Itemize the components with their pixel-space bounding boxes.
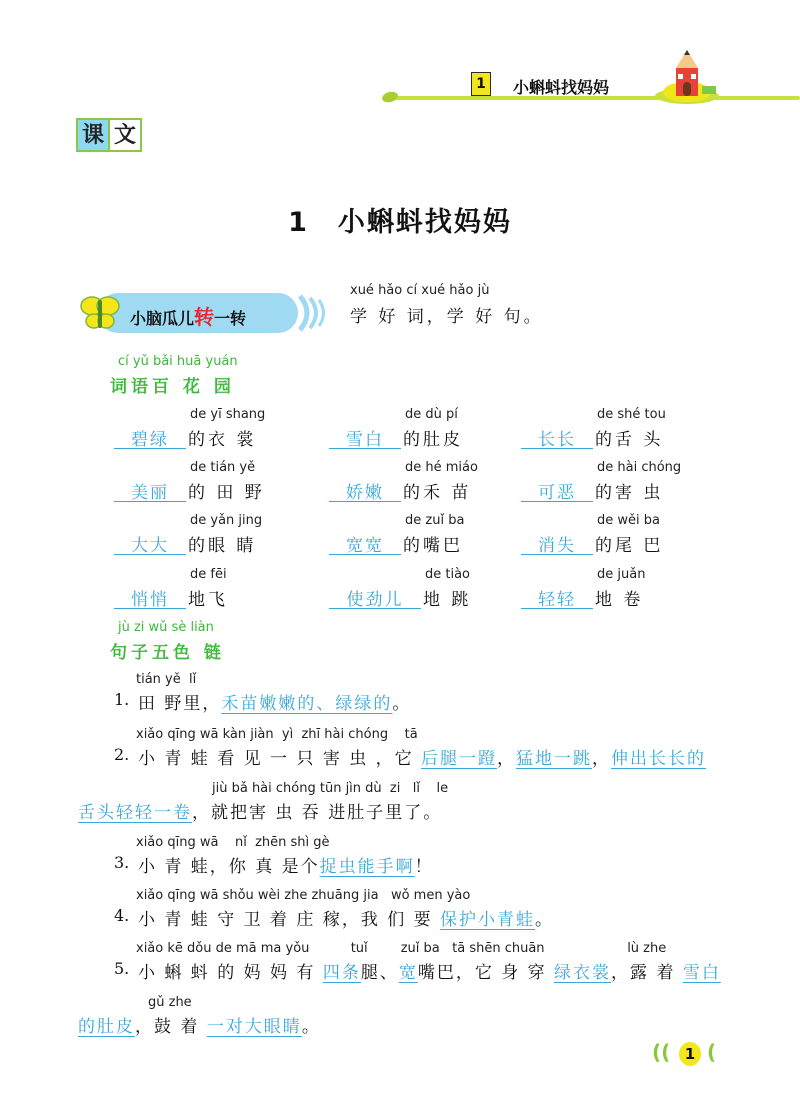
vocab-answer: 宽宽 (346, 536, 384, 556)
vocab-answer: 轻轻 (538, 590, 576, 610)
vocab-pinyin: de zuǐ ba (405, 513, 465, 528)
vocab-phrase: 的衣 裳 (188, 430, 257, 450)
sentence-text: ，就把害 虫 吞 进肚子里了。 (192, 803, 443, 823)
sentence-text: ！ (414, 857, 434, 877)
sentence-pinyin: gǔ zhe (148, 995, 192, 1010)
sentence-text: 嘴巴，它 身 穿 (417, 963, 555, 983)
sentence-text: 小 青 蛙 守 卫 着 庄 稼，我 们 要 (138, 910, 441, 930)
leaf-icon (381, 90, 399, 104)
sentence-number: 2. (114, 745, 130, 764)
sentence-answer: 伸出长长的 (611, 749, 707, 769)
banner-title: 小脑瓜儿转一转 (130, 305, 247, 329)
sentence-answer: 猛地一跳 (516, 749, 593, 769)
vocab-pinyin: de tiào (425, 567, 471, 582)
sentence-line (138, 744, 706, 769)
sentence-pinyin: xiǎo qīng wā shǒu wèi zhe zhuāng jia wǒ men yào (136, 888, 471, 903)
sentence-text: ， (497, 749, 517, 769)
vocab-pinyin: de dù pí (405, 407, 458, 422)
header-title: 小蝌蚪找妈妈 (513, 78, 610, 97)
vocab-phrase: 地 跳 (423, 590, 472, 610)
vocab-phrase: 地 卷 (595, 590, 644, 610)
sentence-pinyin: xiǎo kē dǒu de mā ma yǒu tuǐ zuǐ ba tā shēn chuān lù zhe (136, 941, 667, 956)
vocab-answer: 长长 (538, 430, 576, 450)
sentence-pinyin: jiù bǎ hài chóng tūn jìn dù zi lǐ le (212, 781, 449, 796)
sentence-pinyin: xiǎo qīng wā kàn jiàn yì zhī hài chóng tā (136, 727, 418, 742)
sentence-answer: 捉虫能手啊 (319, 857, 415, 877)
sentence-answer: 保护小青蛙 (440, 910, 536, 930)
sentence-answer: 绿衣裳 (554, 963, 612, 983)
vocab-pinyin: de tián yě (190, 460, 256, 475)
sentence-text: 小 青 蛙，你 真 是个 (138, 857, 320, 877)
vocab-heading: 词语百 花 园 (110, 377, 235, 397)
sentence-text: 。 (301, 1017, 321, 1037)
vocab-pinyin: de hé miáo (405, 460, 478, 475)
vocab-phrase: 的肚皮 (403, 430, 463, 450)
vocab-answer: 悄悄 (131, 590, 169, 610)
vocab-pinyin: de juǎn (597, 567, 646, 582)
page-number: 1 (679, 1042, 701, 1066)
chevron-right-icon: ( (707, 1040, 717, 1064)
vocab-phrase: 地飞 (188, 590, 228, 610)
sentence-text: ，露 着 (611, 963, 683, 983)
vocab-answer: 雪白 (346, 430, 384, 450)
vocab-answer: 消失 (538, 536, 576, 556)
vocab-answer: 大大 (131, 536, 169, 556)
sentence-number: 1. (114, 690, 130, 709)
sentence-answer: 后腿一蹬 (421, 749, 498, 769)
sentences-heading-pinyin: jù zi wǔ sè liàn (118, 620, 214, 635)
vocab-phrase: 的害 虫 (595, 483, 664, 503)
sentence-text: 腿、 (360, 963, 399, 983)
sentence-line (138, 905, 554, 930)
vocab-phrase: 的嘴巴 (403, 536, 463, 556)
butterfly-icon (81, 297, 119, 328)
sentence-text: 小 蝌 蚪 的 妈 妈 有 (138, 963, 323, 983)
sentence-line (138, 958, 721, 983)
sentence-text: 田 野里， (138, 694, 222, 714)
header-lesson-number: 1 (471, 72, 491, 96)
sentence-text: ， (592, 749, 612, 769)
sentence-number: 3. (114, 853, 130, 872)
banner-pinyin: xué hǎo cí xué hǎo jù (350, 283, 490, 298)
sentence-answer: 雪白 (682, 963, 721, 983)
sentence-pinyin: tián yě lǐ (136, 672, 197, 687)
vocab-answer: 使劲儿 (346, 590, 404, 610)
section-tag-char-2: 文 (108, 118, 142, 152)
vocab-phrase: 的眼 睛 (188, 536, 257, 556)
vocab-answer: 可恶 (538, 483, 576, 503)
sentence-line (138, 689, 411, 714)
sentence-answer: 一对大眼睛 (206, 1017, 302, 1037)
lesson-title: 1 小蝌蚪找妈妈 (288, 207, 512, 238)
vocab-phrase: 的 田 野 (188, 483, 265, 503)
vocab-pinyin: de shé tou (597, 407, 666, 422)
sentence-line-continued (78, 1012, 321, 1037)
sentence-answer: 禾苗嫩嫩的、绿绿的 (221, 694, 393, 714)
vocab-answer: 娇嫩 (346, 483, 384, 503)
sentence-number: 5. (114, 959, 130, 978)
vocab-phrase: 的尾 巴 (595, 536, 664, 556)
sentence-line (138, 852, 434, 877)
vocab-pinyin: de yī shang (190, 407, 266, 422)
vocab-pinyin: de yǎn jing (190, 513, 263, 528)
chevron-left-icon: (( (652, 1040, 671, 1064)
sentence-line-continued (78, 798, 442, 823)
vocab-pinyin: de wěi ba (597, 513, 660, 528)
vocab-pinyin: de fēi (190, 567, 227, 582)
sentence-pinyin: xiǎo qīng wā nǐ zhēn shì gè (136, 835, 330, 850)
sentence-text: 。 (392, 694, 412, 714)
sentence-answer: 宽 (398, 963, 418, 983)
vocab-phrase: 的舌 头 (595, 430, 664, 450)
vocab-answer: 碧绿 (131, 430, 169, 450)
sentence-text: ，鼓 着 (135, 1017, 207, 1037)
sentence-text: 。 (535, 910, 555, 930)
sentence-answer: 舌头轻轻一卷 (78, 803, 192, 823)
vocab-heading-pinyin: cí yǔ bǎi huā yuán (118, 354, 238, 369)
sentence-answer: 的肚皮 (78, 1017, 135, 1037)
sentence-text: 小 青 蛙 看 见 一 只 害 虫 ，它 (138, 749, 422, 769)
sentence-number: 4. (114, 906, 130, 925)
section-tag-char-1: 课 (76, 118, 110, 152)
vocab-pinyin: de hài chóng (597, 460, 682, 475)
pencil-house-icon (652, 48, 722, 108)
vocab-phrase: 的禾 苗 (403, 483, 472, 503)
sentences-heading: 句子五色 链 (110, 643, 225, 663)
banner-instruction: 学 好 词，学 好 句。 (350, 307, 544, 327)
sentence-answer: 四条 (322, 963, 361, 983)
vocab-answer: 美丽 (131, 483, 169, 503)
